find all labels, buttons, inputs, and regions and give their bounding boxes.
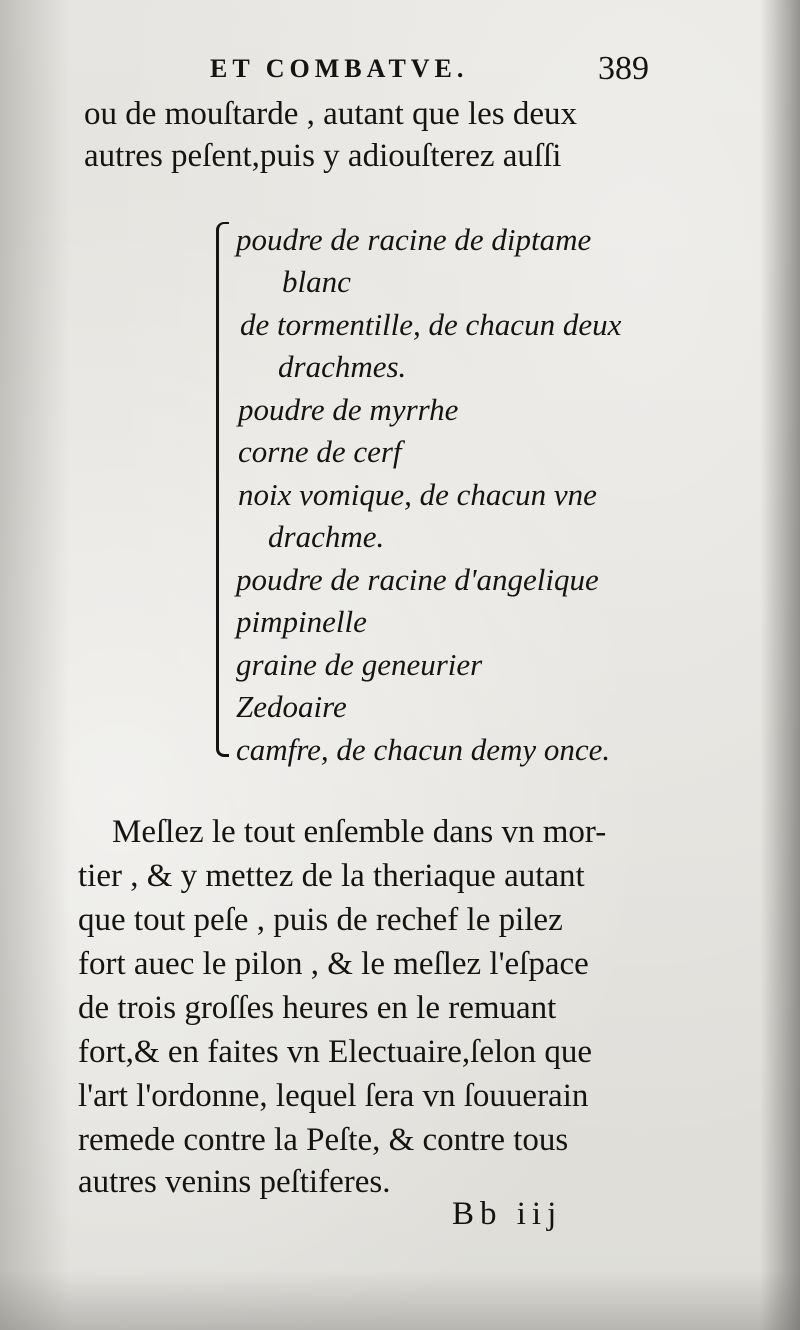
- ingredient-line: de tormentille, de chacun deux: [240, 307, 622, 342]
- ingredient-line: graine de geneurier: [236, 647, 483, 682]
- ingredient-line: poudre de myrrhe: [238, 392, 459, 427]
- ingredient-line: pimpinelle: [236, 604, 367, 639]
- body-line: autres venins peſtiferes.: [78, 1164, 391, 1200]
- body-line: Meſlez le tout enſemble dans vn mor-: [112, 814, 607, 850]
- ingredient-line: noix vomique, de chacun vne: [238, 477, 597, 512]
- running-head: ET COMBATVE.: [210, 54, 469, 83]
- ingredient-line: drachmes.: [278, 349, 407, 384]
- ingredient-bracket: [216, 222, 229, 757]
- ingredient-line: Zedoaire: [236, 689, 347, 724]
- intro-line: autres peſent,puis y adiouſterez auſſi: [84, 138, 562, 174]
- body-line: fort auec le pilon , & le meſlez l'eſpace: [78, 946, 589, 982]
- ingredient-line: corne de cerf: [238, 434, 402, 469]
- body-line: que tout peſe , puis de rechef le pilez: [78, 902, 563, 938]
- body-line: remede contre la Peſte, & contre tous: [78, 1122, 569, 1158]
- ingredient-line: camfre, de chacun demy once.: [236, 732, 611, 767]
- ingredient-line: poudre de racine de diptame: [236, 222, 592, 257]
- ingredient-line: blanc: [282, 264, 351, 299]
- page-edge-shadow-bottom: [0, 1270, 800, 1330]
- body-line: de trois groſſes heures en le remuant: [78, 990, 557, 1026]
- signature-mark: Bb iij: [452, 1196, 563, 1232]
- body-line: fort,& en faites vn Electuaire,ſelon que: [78, 1034, 593, 1070]
- page-number: 389: [598, 50, 649, 87]
- ingredient-line: drachme.: [268, 519, 385, 554]
- body-line: tier , & y mettez de la theriaque autant: [78, 858, 585, 894]
- page-edge-shadow-right: [760, 0, 800, 1330]
- intro-line: ou de mouſtarde , autant que les deux: [84, 96, 578, 132]
- page-edge-shadow-left: [0, 0, 70, 1330]
- ingredient-line: poudre de racine d'angelique: [236, 562, 599, 597]
- body-line: l'art l'ordonne, lequel ſera vn ſouuerain: [78, 1078, 589, 1114]
